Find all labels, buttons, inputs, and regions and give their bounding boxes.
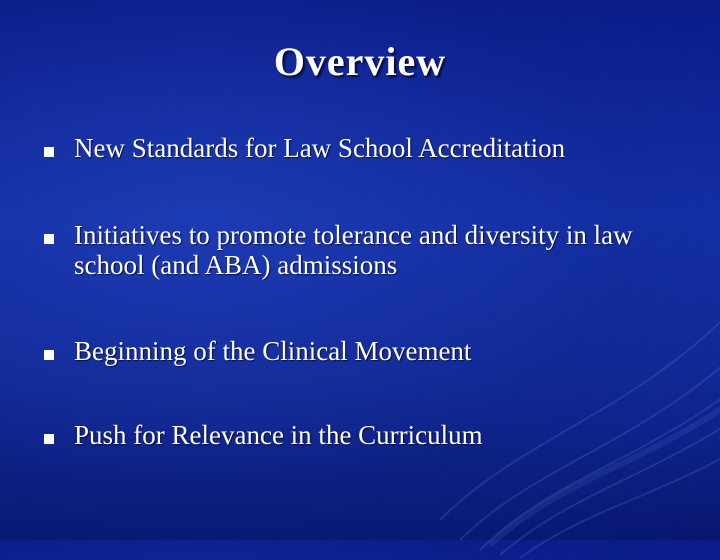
list-item <box>44 336 684 366</box>
slide-title: Overview <box>273 39 447 84</box>
list-item <box>44 133 684 163</box>
list-item <box>44 420 684 450</box>
list-item <box>44 220 684 280</box>
square-bullet-icon <box>44 147 54 157</box>
bullet-text: Beginning of the Clinical Movement <box>74 336 472 366</box>
bullet-text: Initiatives to promote tolerance and diversity in law school (and ABA) admissions <box>74 220 633 280</box>
square-bullet-icon <box>44 350 54 360</box>
square-bullet-icon <box>44 434 54 444</box>
bullet-text: New Standards for Law School Accreditation <box>74 133 566 163</box>
square-bullet-icon <box>44 234 54 244</box>
bullet-text: Push for Relevance in the Curriculum <box>74 420 483 450</box>
